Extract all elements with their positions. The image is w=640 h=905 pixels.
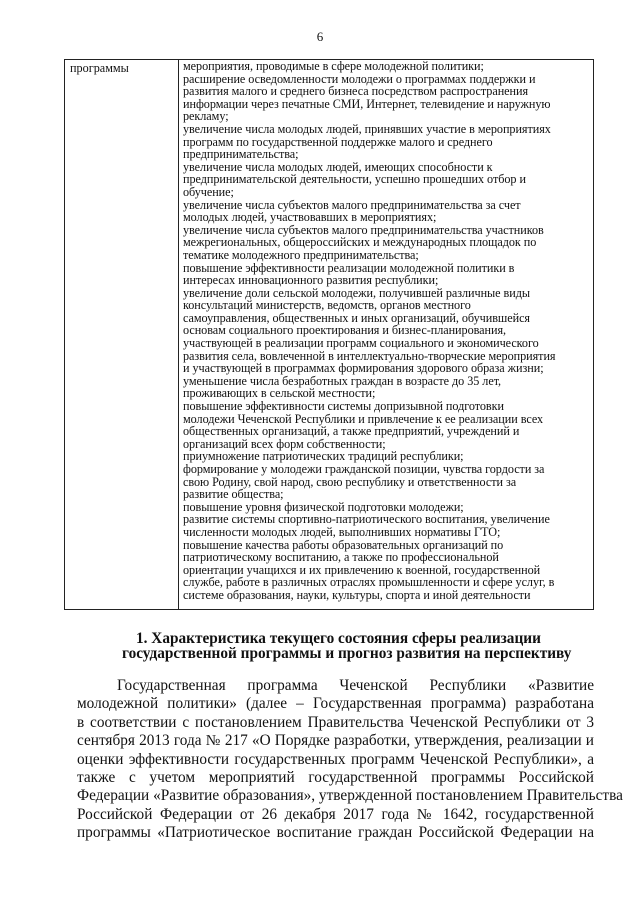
paragraph-line: программы «Патриотическое воспитание граждан Российской Федерации на: [77, 824, 594, 842]
table-item-line: системе образования, науки, культуры, спорта и иной деятельности: [183, 587, 531, 602]
table-item-line: увеличение числа субъектов малого предпринимательства участников: [183, 222, 544, 237]
paragraph-line: в соответствии с постановлением Правительства Чеченской Республики от 3: [77, 713, 594, 731]
table-item-line: основам социального проектирования и бизнес-планирования,: [183, 323, 507, 338]
table-item-line: программ по государственной поддержке малого и среднего: [183, 134, 493, 149]
table-item-line: уменьшение числа безработных граждан в возрасте до 35 лет,: [183, 373, 502, 388]
table-item-line: проживающих в сельской местности;: [183, 386, 376, 401]
table-item-line: развития малого и среднего бизнеса посредством распространения: [183, 84, 529, 99]
paragraph-line: сентября 2013 года № 217 «О Порядке разработки, утверждения, реализации и: [77, 732, 594, 750]
table-item-line: приумножение патриотических традиций республики;: [183, 449, 464, 464]
table-expected-results: [183, 60, 591, 602]
table-item-line: развития села, вовлеченной в интеллектуально-творческие мероприятия: [183, 348, 556, 363]
paragraph-line: оценки эффективности государственных программ Чеченской Республики», а: [77, 750, 594, 768]
table-item-line: обучение;: [183, 184, 234, 199]
table-column-divider: [178, 60, 179, 609]
table-item-line: развитие системы спортивно-патриотического воспитания, увеличение: [183, 512, 550, 527]
table-item-line: развитие общества;: [183, 487, 284, 502]
table-item-line: увеличение числа молодых людей, имеющих способности к: [183, 159, 493, 174]
paragraph-line: Федерации «Развитие образования», утвержденной постановлением Правительства: [77, 787, 623, 805]
table-row-label: программы: [70, 61, 129, 75]
table-item-line: повышение эффективности системы допризывной подготовки: [183, 399, 504, 414]
table-item-line: тематике молодежного предпринимательства;: [183, 247, 419, 262]
paragraph-line: молодежной политики» (далее – Государственная программа) разработана: [77, 695, 594, 713]
table-item-line: межрегиональных, общероссийских и международных площадок по: [183, 235, 537, 250]
table-item-line: численности молодых людей, выполнивших нормативы ГТО;: [183, 524, 501, 539]
table-item-line: расширение осведомленности молодежи о программах поддержки и: [183, 71, 536, 86]
table-item-line: мероприятия, проводимые в сфере молодежной политики;: [183, 59, 484, 73]
table-item-line: формирование у молодежи гражданской позиции, чувства гордости за: [183, 462, 545, 476]
table-item-line: самоуправления, общественных и иных организаций, обучившейся: [183, 310, 530, 325]
section-heading-line-2: государственной программы и прогноз развития на перспективу: [122, 645, 572, 662]
table-item-line: предпринимательской деятельности, успешно прошедших отбор и: [183, 172, 526, 187]
table-item-line: предпринимательства;: [183, 147, 299, 162]
page-number: 6: [316, 29, 324, 44]
table-item-line: рекламу;: [183, 109, 229, 124]
table-item-line: увеличение доли сельской молодежи, получившей различные виды: [183, 285, 530, 300]
table-item-line: информации через печатные СМИ, Интернет, телевидение и наружную: [183, 96, 551, 111]
section-heading-line-1: 1. Характеристика текущего состояния сферы реализации: [136, 630, 541, 647]
table-item-line: организаций всех форм собственности;: [183, 436, 386, 451]
table-item-line: службе, работе в различных отраслях промышленности и сфере услуг, в: [183, 575, 555, 590]
table-item-line: свою Родину, свой народ, свою республику и ответственности за: [183, 474, 517, 489]
table-item-line: патриотическому воспитанию, а также по профессиональной: [183, 550, 499, 565]
table-item-line: увеличение числа молодых людей, принявших участие в мероприятиях: [183, 121, 551, 136]
paragraph-line: также с учетом мероприятий государственной программы Российской: [77, 769, 594, 787]
table-item-line: участвующей в реализации программ социального и экономического: [183, 336, 539, 351]
table-item-line: повышение уровня физической подготовки молодежи;: [183, 499, 464, 514]
table-item-line: ориентации учащихся и их привлечению к военной, государственной: [183, 562, 541, 577]
table-item-line: повышение эффективности реализации молодежной политики в: [183, 260, 515, 275]
body-paragraph: [77, 677, 623, 843]
paragraph-line: Российской Федерации от 26 декабря 2017 года № 1642, государственной: [77, 805, 594, 823]
table-item-line: увеличение числа субъектов малого предпринимательства за счет: [183, 197, 521, 212]
table-item-line: консультаций министерств, ведомств, органов местного: [183, 298, 471, 313]
goals-table: [64, 59, 594, 610]
table-item-line: молодых людей, участвовавших в мероприятиях;: [183, 210, 437, 225]
table-item-line: молодежи Чеченской Республики и привлечение к ее реализации всех: [183, 411, 544, 426]
table-item-line: интересах инновационного развития республики;: [183, 273, 439, 288]
table-item-line: и участвующей в программах формирования здорового образа жизни;: [183, 361, 544, 376]
paragraph-line: Государственная программа Чеченской Республики «Развитие: [117, 677, 594, 694]
section-heading: [64, 631, 594, 661]
table-item-line: повышение качества работы образовательных организаций по: [183, 537, 504, 552]
table-item-line: общественных организаций, а также предприятий, учреждений и: [183, 424, 520, 439]
